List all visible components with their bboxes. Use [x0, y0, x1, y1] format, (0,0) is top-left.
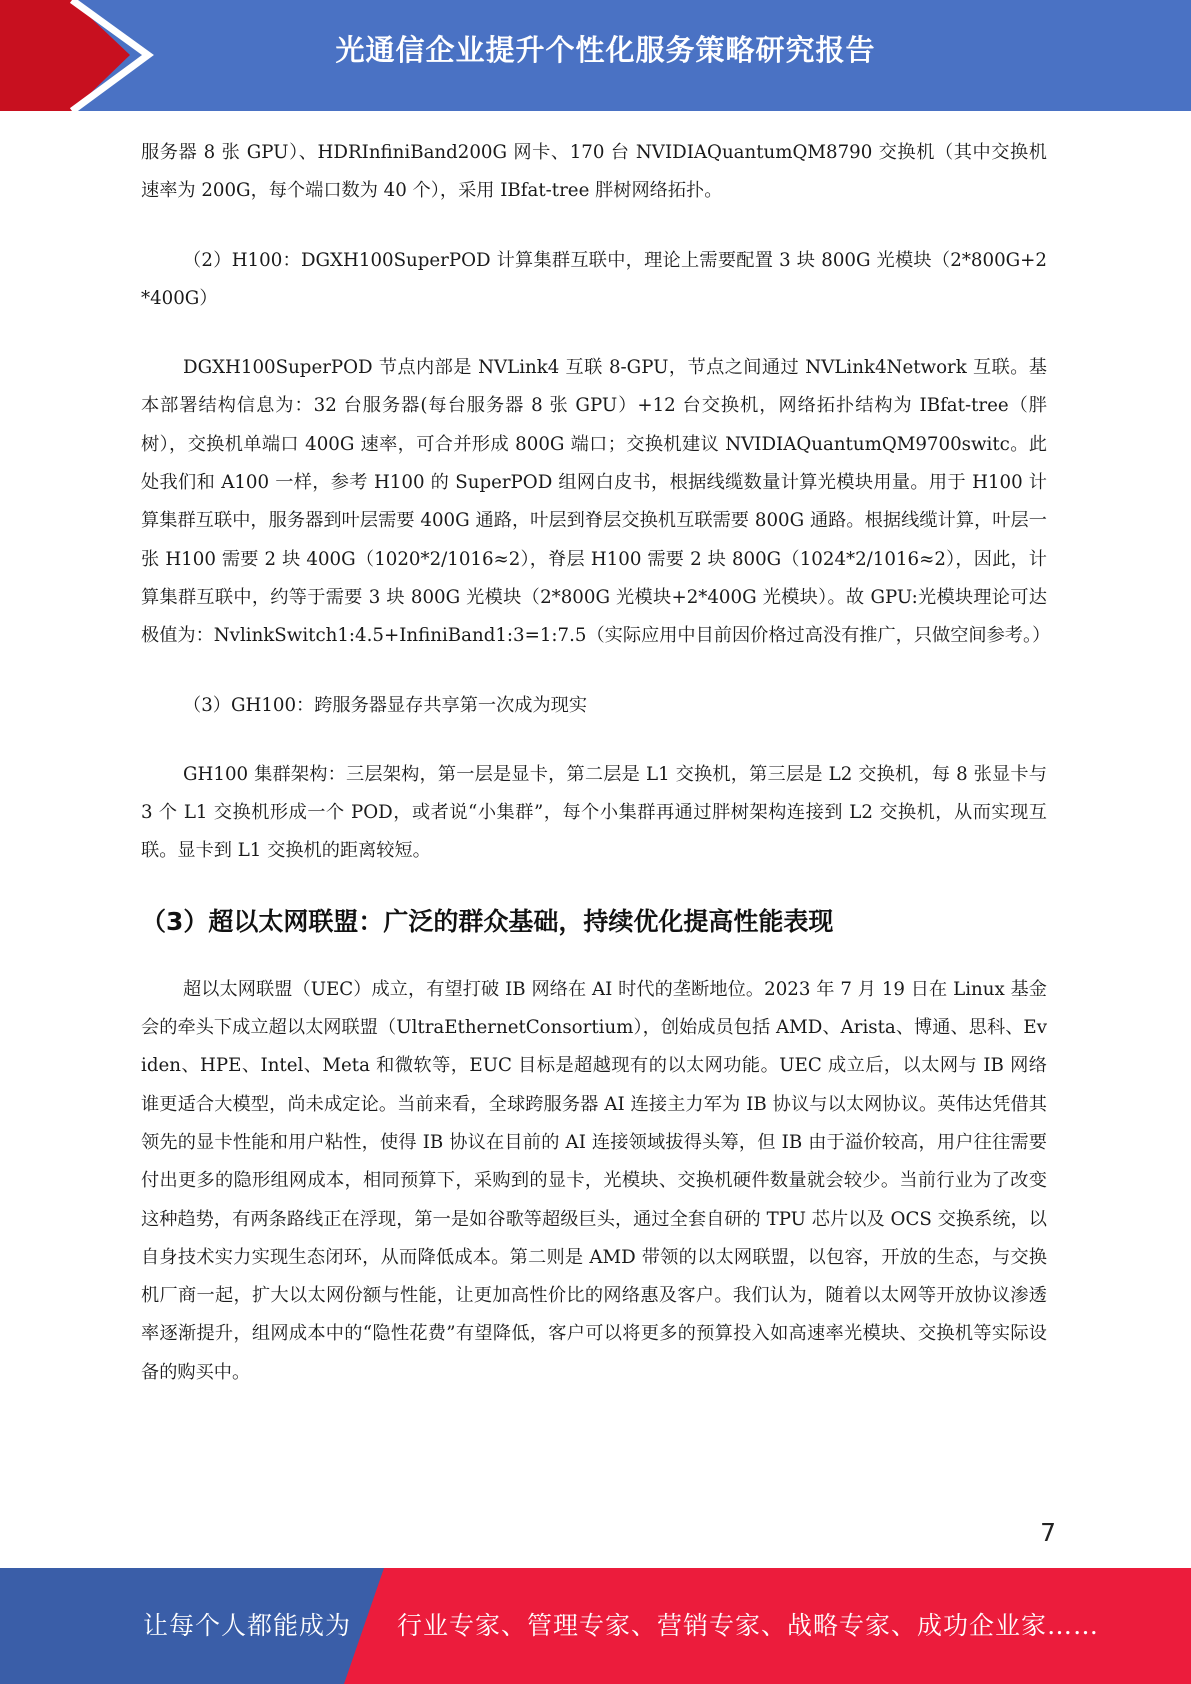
footer-slogan-left: 让每个人都能成为 [143, 1611, 352, 1640]
page-header [0, 0, 1191, 111]
page-number: 7 [1040, 1518, 1056, 1547]
body-paragraph: 服务器 8 张 GPU）、HDRInfiniBand200G 网卡、170 台 NVIDIAQuantumQM8790 交换机（其中交换机速率为 200G，每个端口数为 40 个），采用 IBfat-tree 胖树网络拓扑。 [141, 142, 1047, 202]
section-heading: （3）超以太网联盟：广泛的群众基础，持续优化提高性能表现 [141, 906, 834, 936]
body-paragraph: GH100 集群架构：三层架构，第一层是显卡，第二层是 L1 交换机，第三层是 L2 交换机，每 8 张显卡与 3 个 L1 交换机形成一个 POD，或者说“小集群”，每个小集群再通过胖树架构连接到 L2 交换机，从而实现互联。显卡到 L1 交换机的距离较短。 [141, 763, 1047, 862]
page-content [141, 134, 1051, 1423]
subsection-title: （2）H100：DGXH100SuperPOD 计算集群互联中，理论上需要配置 3 块 800G 光模块（2*800G+2*400G） [141, 249, 1047, 309]
page-footer [0, 1568, 1191, 1684]
footer-slogan-right: 行业专家、管理专家、营销专家、战略专家、成功企业家…… [397, 1611, 1100, 1640]
body-paragraph: 超以太网联盟（UEC）成立，有望打破 IB 网络在 AI 时代的垄断地位。2023 年 7 月 19 日在 Linux 基金会的牵头下成立超以太网联盟（UltraEthernetConsortium），创始成员包括 AMD、Arista、博通、思科、Eviden、HPE、Intel、Meta 和微软等，EUC 目标是超越现有的以太网功能。UEC 成立后，以太网与 IB 网络谁更适合大模型，尚未成定论。当前来看，全球跨服务器 AI 连接主力军为 IB 协议与以太网协议。英伟达凭借其领先的显卡性能和用户粘性，使得 IB 协议在目前的 AI 连接领域拔得头筹，但 IB 由于溢价较高，用户往往需要付出更多的隐形组网成本，相同预算下，采购到的显卡，光模块、交换机硬件数量就会较少。当前行业为了改变这种趋势，有两条路线正在浮现，第一是如谷歌等超级巨头，通过全套自研的 TPU 芯片以及 OCS 交换系统，以自身技术实力实现生态闭环，从而降低成本。第二则是 AMD 带领的以太网联盟，以包容，开放的生态，与交换机厂商一起，扩大以太网份额与性能，让更加高性价比的网络惠及客户。我们认为，随着以太网等开放协议渗透率逐渐提升，组网成本中的“隐性花费”有望降低，客户可以将更多的预算投入如高速率光模块、交换机等实际设备的购买中。 [141, 978, 1047, 1383]
subsection-title: （3）GH100：跨服务器显存共享第一次成为现实 [183, 694, 588, 716]
body-paragraph: DGXH100SuperPOD 节点内部是 NVLink4 互联 8-GPU，节点之间通过 NVLink4Network 互联。基本部署结构信息为：32 台服务器(每台服务器 8 张 GPU）+12 台交换机，网络拓扑结构为 IBfat-tree（胖树），交换机单端口 400G 速率，可合并形成 800G 端口；交换机建议 NVIDIAQuantumQM9700switc。此处我们和 A100 一样，参考 H100 的 SuperPOD 组网白皮书，根据线缆数量计算光模块用量。用于 H100 计算集群互联中，服务器到叶层需要 400G 通路，叶层到脊层交换机互联需要 800G 通路。根据线缆计算，叶层一张 H100 需要 2 块 400G（1020*2/1016≈2），脊层 H100 需要 2 块 800G（1024*2/1016≈2），因此，计算集群互联中，约等于需要 3 块 800G 光模块（2*800G 光模块+2*400G 光模块）。故 GPU:光模块理论可达极值为：NvlinkSwitch1:4.5+InfiniBand1:3=1:7.5（实际应用中目前因价格过高没有推广，只做空间参考。） [141, 357, 1051, 647]
report-title: 光通信企业提升个性化服务策略研究报告 [335, 33, 876, 67]
